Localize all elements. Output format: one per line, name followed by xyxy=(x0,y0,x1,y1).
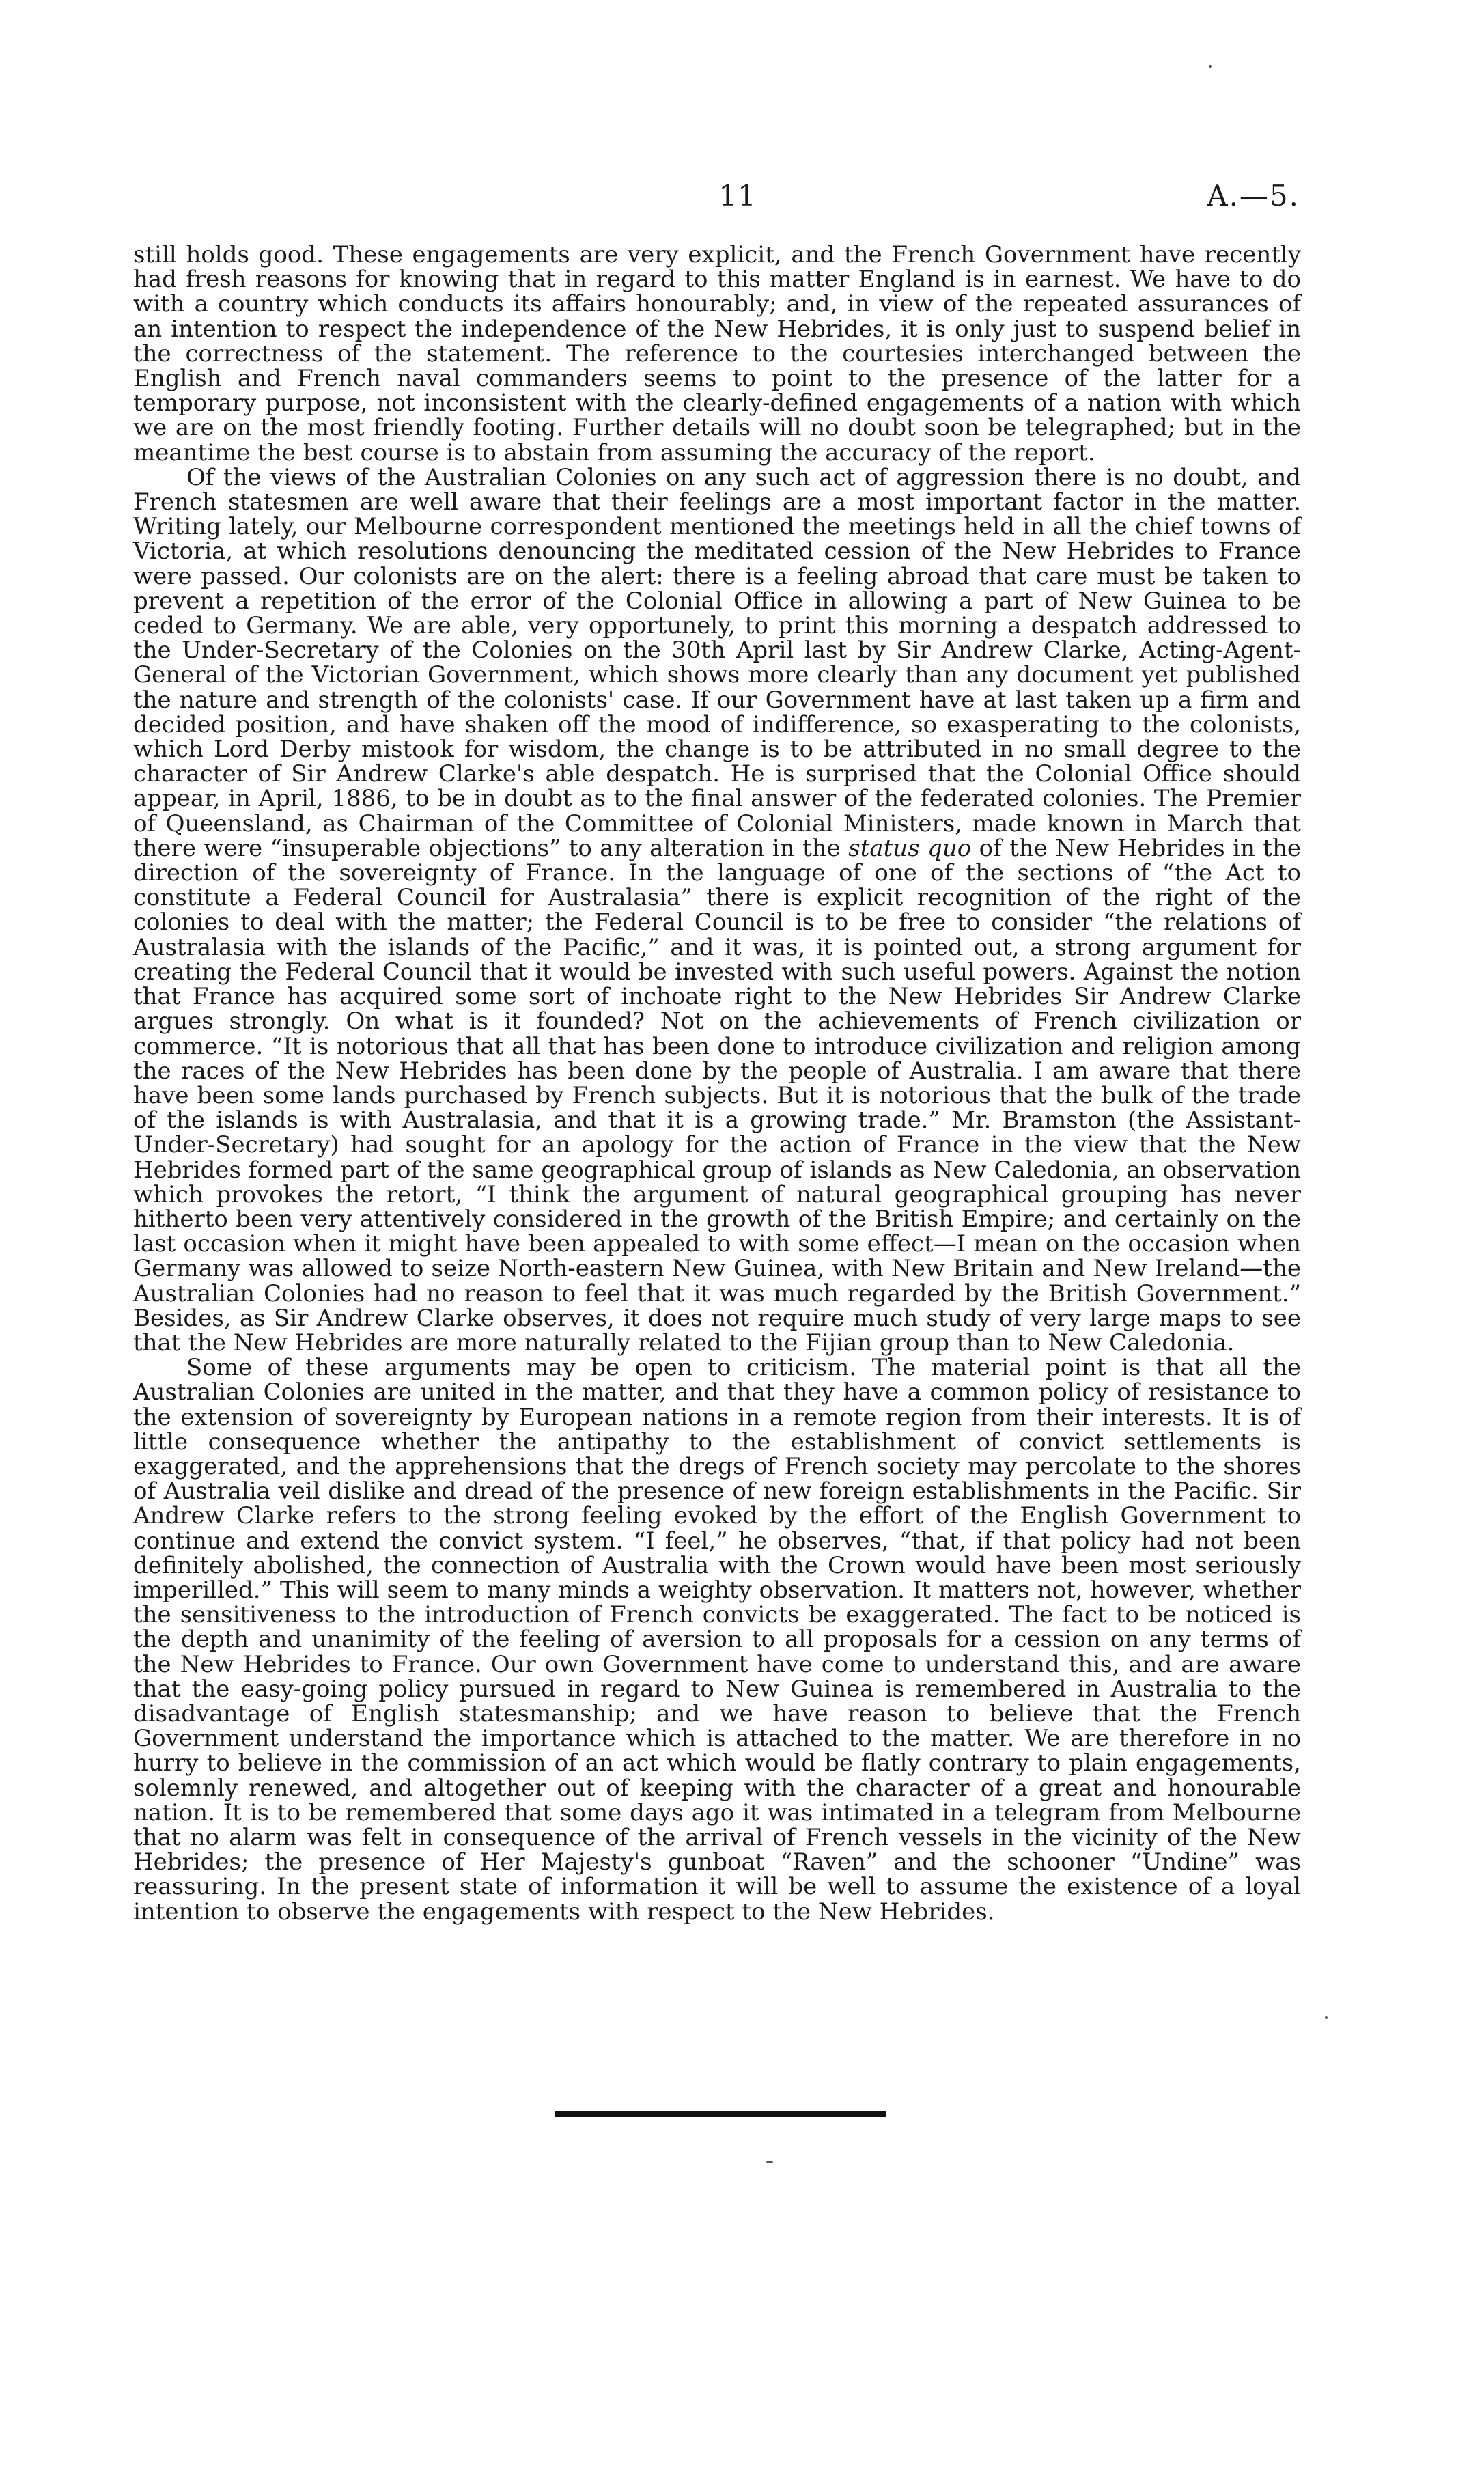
italic-status-quo: status quo xyxy=(848,834,972,862)
scan-speck xyxy=(1209,65,1212,68)
paragraph-continuation: still holds good. These engagements are very explicit, and the French Government have recently had fresh reasons for knowing that in regard to this matter England is in earnest. We have to do with a country which conducts its affairs honourably; and, in view of the repeated assurances of an intention to respect the independence of the New Hebrides, it is only just to suspend belief in the correctness of the statement. The reference to the courtesies interchanged between the English and French naval commanders seems to point to the presence of the latter for a temporary purpose, not inconsistent with the clearly-defined engagements of a nation with which we are on the most friendly footing. Further details will no doubt soon be telegraphed; but in the meantime the best course is to abstain from assuming the accuracy of the report. xyxy=(133,241,1301,467)
page-number: 11 xyxy=(718,179,757,212)
paragraph-australian-views-part1: Of the views of the Australian Colonies on any such act of aggression there is no doubt, and French statesmen are well aware that their feelings are a most important factor in the matter. Writing lately, our Melbourne correspondent mentioned the meetings held in all the chief towns of Victoria, at which resolutions denouncing the meditated cession of the New Hebrides to France were passed. Our colonists are on the alert: there is a feeling abroad that care must be taken to prevent a repetition of the error of the Colonial Office in allowing a part of New Guinea to be ceded to Germany. We are able, very opportunely, to print this morning a despatch addressed to the Under-Secretary of the Colonies on the 30th April last by Sir Andrew Clarke, Acting-Agent-General of the Victorian Government, which shows more clearly than any document yet published the nature and strength of the colonists' case. If our Government have at last taken up a firm and decided position, and have shaken off the mood of indifference, so exasperating to the colonists, which Lord Derby mistook for wisdom, the change is to be attributed in no small degree to the character of Sir Andrew Clarke's able despatch. He is surprised that the Colonial Office should appear, in April, 1886, to be in doubt as to the final answer of the federated colonies. The Premier of Queensland, as Chairman of the Committee of Colonial Ministers, made known in March that there were “insuperable objections” to any alteration in the xyxy=(133,463,1301,862)
scan-speck xyxy=(766,2161,773,2163)
paragraph-australian-views-part2: of the New Hebrides in the direction of the sovereignty of France. In the language of one of the sections of “the Act to constitute a Federal Council for Australasia” there is explicit recognition of the right of the colonies to deal with the matter; the Federal Council is to be free to consider “the relations of Australasia with the islands of the Pacific,” and it was, it is pointed out, a strong argument for creating the Federal Council that it would be invested with such useful powers. Against the notion that France has acquired some sort of inchoate right to the New Hebrides Sir Andrew Clarke argues strongly. On what is it founded? Not on the achievements of French civilization or commerce. “It is notorious that all that has been done to introduce civilization and religion among the races of the New Hebrides has been done by the people of Australia. I am aware that there have been some lands purchased by French subjects. But it is notorious that the bulk of the trade of the islands is with Australasia, and that it is a growing trade.” Mr. Bramston (the Assistant-Under-Secretary) had sought for an apology for the action of France in the view that the New Hebrides formed part of the same geographical group of islands as New Caledonia, an observation which provokes the retort, “I think the argument of natural geographical grouping has never hitherto been very attentively considered in the growth of the British Empire; and certainly on the last occasion when it might have been appealed to with some effect—I mean on the occasion when Germany was allowed to seize North-eastern New Guinea, with New Britain and New Ireland—the Australian Colonies had no reason to feel that it was much regarded by the British Government.” Besides, as Sir Andrew Clarke observes, it does not require much study of very large maps to see that the New Hebrides are more naturally related to the Fijian group than to New Caledonia. xyxy=(133,834,1301,1357)
article-body xyxy=(133,242,1301,1924)
paragraph-australian-views xyxy=(133,465,1301,1355)
document-reference: A.—5. xyxy=(1207,179,1300,212)
paragraph-conclusion: Some of these arguments may be open to criticism. The material point is that all the Australian Colonies are united in the matter, and that they have a common policy of resistance to the extension of sovereignty by European nations in a remote region from their interests. It is of little consequence whether the antipathy to the establishment of convict settlements is exaggerated, and the apprehensions that the dregs of French society may percolate to the shores of Australia veil dislike and dread of the presence of new foreign establishments in the Pacific. Sir Andrew Clarke refers to the strong feeling evoked by the effort of the English Government to continue and extend the convict system. “I feel,” he observes, “that, if that policy had not been definitely abolished, the connection of Australia with the Crown would have been most seriously imperilled.” This will seem to many minds a weighty observation. It matters not, however, whether the sensitiveness to the introduction of French convicts be exaggerated. The fact to be noticed is the depth and unanimity of the feeling of aversion to all proposals for a cession on any terms of the New Hebrides to France. Our own Government have come to understand this, and are aware that the easy-going policy pursued in regard to New Guinea is remembered in Australia to the disadvantage of English statesmanship; and we have reason to believe that the French Government understand the importance which is attached to the matter. We are therefore in no hurry to believe in the commission of an act which would be flatly contrary to plain engagements, solemnly renewed, and altogether out of keeping with the character of a great and honourable nation. It is to be remembered that some days ago it was intimated in a telegram from Melbourne that no alarm was felt in consequence of the arrival of French vessels in the vicinity of the New Hebrides; the presence of Her Majesty's gunboat “Raven” and the schooner “Undine” was reassuring. In the present state of information it will be well to assume the existence of a loyal intention to observe the engagements with respect to the New Hebrides. xyxy=(133,1354,1301,1926)
closing-rule xyxy=(555,2111,886,2117)
scan-speck xyxy=(1325,2016,1328,2019)
page-header xyxy=(0,179,1484,227)
